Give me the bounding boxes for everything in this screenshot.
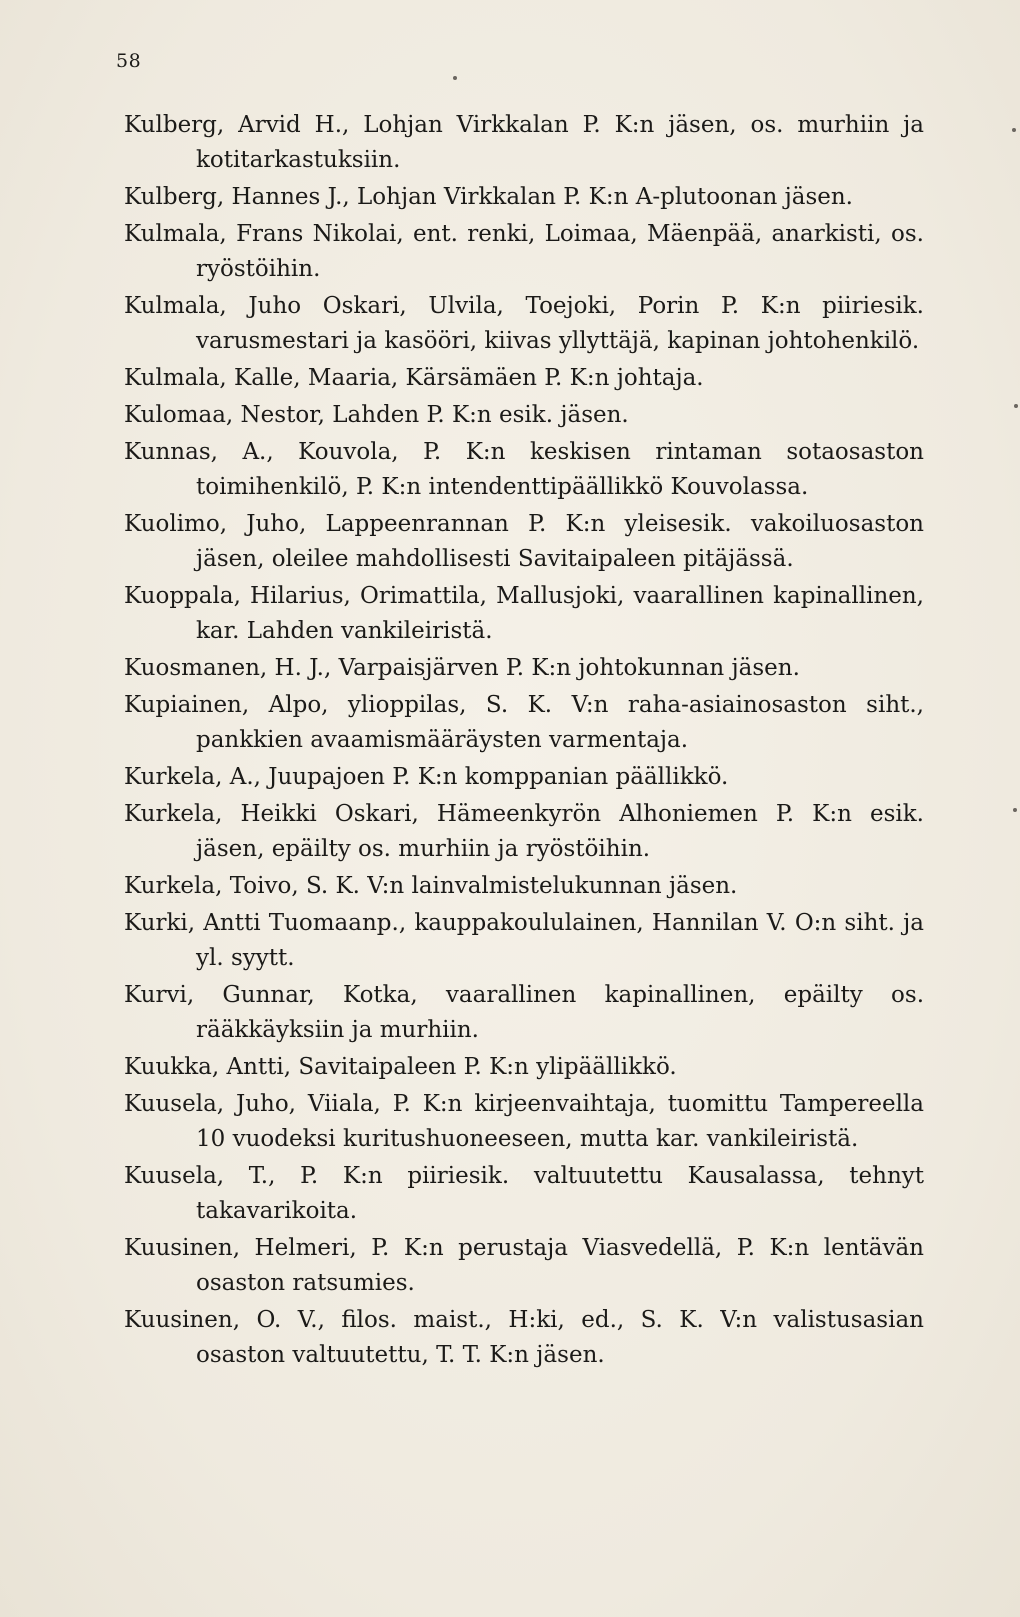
- register-entries: [124, 108, 924, 1375]
- register-entry: Kulberg, Hannes J., Lohjan Virkkalan P. K:n A-plutoonan jäsen.: [124, 184, 853, 210]
- register-entry: Kulomaa, Nestor, Lahden P. K:n esik. jäsen.: [124, 402, 629, 428]
- register-entry: Kurvi, Gunnar, Kotka, vaarallinen kapinallinen, epäilty os. rääkkäyksiin ja murhiin.: [124, 982, 924, 1043]
- page-number: 58: [116, 50, 142, 72]
- register-entry: Kurkela, Toivo, S. K. V:n lainvalmistelukunnan jäsen.: [124, 873, 738, 899]
- register-entry: Kurkela, Heikki Oskari, Hämeenkyrön Alhoniemen P. K:n esik. jäsen, epäilty os. murhiin ja ryöstöihin.: [124, 801, 924, 862]
- register-entry: Kulberg, Arvid H., Lohjan Virkkalan P. K:n jäsen, os. murhiin ja kotitarkastuksiin.: [124, 112, 924, 173]
- register-entry: Kurki, Antti Tuomaanp., kauppakoululainen, Hannilan V. O:n siht. ja yl. syytt.: [124, 910, 924, 971]
- register-entry: Kuukka, Antti, Savitaipaleen P. K:n ylipäällikkö.: [124, 1054, 677, 1080]
- register-entry: Kupiainen, Alpo, ylioppilas, S. K. V:n raha-asiainosaston siht., pankkien avaamismääräysten varmentaja.: [124, 692, 924, 753]
- print-speck: [1012, 128, 1016, 132]
- register-entry: Kuolimo, Juho, Lappeenrannan P. K:n yleisesik. vakoiluosaston jäsen, oleilee mahdollisesti Savitaipaleen pitäjässä.: [124, 511, 924, 572]
- register-entry: Kulmala, Kalle, Maaria, Kärsämäen P. K:n johtaja.: [124, 365, 704, 391]
- register-entry: Kuosmanen, H. J., Varpaisjärven P. K:n johtokunnan jäsen.: [124, 655, 800, 681]
- print-speck: [453, 76, 457, 80]
- register-entry: Kuusinen, O. V., filos. maist., H:ki, ed., S. K. V:n valistusasian osaston valtuutettu, T. T. K:n jäsen.: [124, 1307, 924, 1368]
- register-entry: Kuusela, T., P. K:n piiriesik. valtuutettu Kausalassa, tehnyt takavarikoita.: [124, 1163, 924, 1224]
- print-speck: [1014, 404, 1018, 408]
- register-entry: Kuusinen, Helmeri, P. K:n perustaja Viasvedellä, P. K:n lentävän osaston ratsumies.: [124, 1235, 924, 1296]
- print-speck: [1013, 808, 1017, 812]
- register-entry: Kulmala, Juho Oskari, Ulvila, Toejoki, Porin P. K:n piiriesik. varusmestari ja kasööri, kiivas yllyttäjä, kapinan johtohenkilö.: [124, 293, 924, 354]
- register-entry: Kunnas, A., Kouvola, P. K:n keskisen rintaman sotaosaston toimihenkilö, P. K:n intendenttipäällikkö Kouvolassa.: [124, 439, 924, 500]
- register-entry: Kurkela, A., Juupajoen P. K:n komppanian päällikkö.: [124, 764, 729, 790]
- register-entry: Kuoppala, Hilarius, Orimattila, Mallusjoki, vaarallinen kapinallinen, kar. Lahden vankileiristä.: [124, 583, 924, 644]
- register-entry: Kuusela, Juho, Viiala, P. K:n kirjeenvaihtaja, tuomittu Tampereella 10 vuodeksi kuritushuoneeseen, mutta kar. vankileiristä.: [124, 1091, 924, 1152]
- register-entry: Kulmala, Frans Nikolai, ent. renki, Loimaa, Mäenpää, anarkisti, os. ryöstöihin.: [124, 221, 924, 282]
